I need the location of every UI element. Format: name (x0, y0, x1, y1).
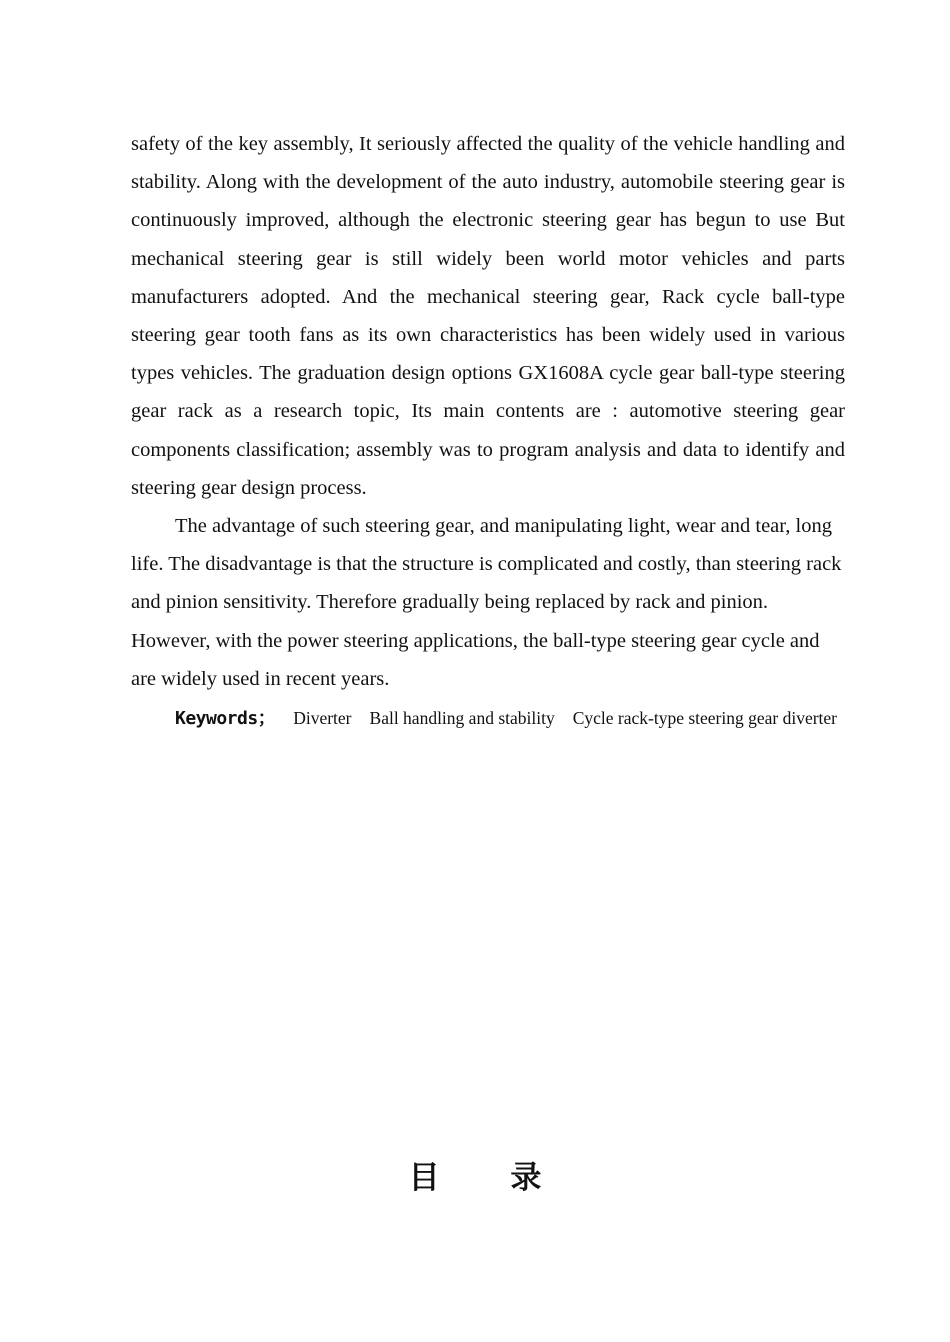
keyword-item: Ball handling and stability (369, 708, 555, 729)
keywords-label: Keywords； (175, 708, 276, 730)
keywords-line (131, 702, 845, 735)
abstract-body (131, 125, 845, 735)
table-of-contents-heading: 目 录 (408, 1160, 572, 1196)
keyword-item: Cycle rack-type steering gear diverter (572, 708, 838, 729)
abstract-paragraph-2: The advantage of such steering gear, and manipulating light, wear and tear, long life. The disadvantage is that the structure is complicated and costly, than steering rack and pinion sensitivity. Therefore gradually being replaced by rack and pinion. However, with the power steering applications, the ball-type steering gear cycle and are widely used in recent years. (131, 515, 842, 690)
keyword-item: Diverter (293, 708, 352, 729)
abstract-paragraph-1: safety of the key assembly, It seriously affected the quality of the vehicle handling and stability. Along with the development of the auto industry, automobile steering gear is continuously improved, although the electronic steering gear has begun to use But mechanical steering gear is still widely been world motor vehicles and parts manufacturers adopted. And the mechanical steering gear, Rack cycle ball-type steering gear tooth fans as its own characteristics has been widely used in various types vehicles. The graduation design options GX1608A cycle gear ball-type steering gear rack as a research topic, Its main contents are : automotive steering gear components classification; assembly was to program analysis and data to identify and steering gear design process. (131, 133, 845, 499)
